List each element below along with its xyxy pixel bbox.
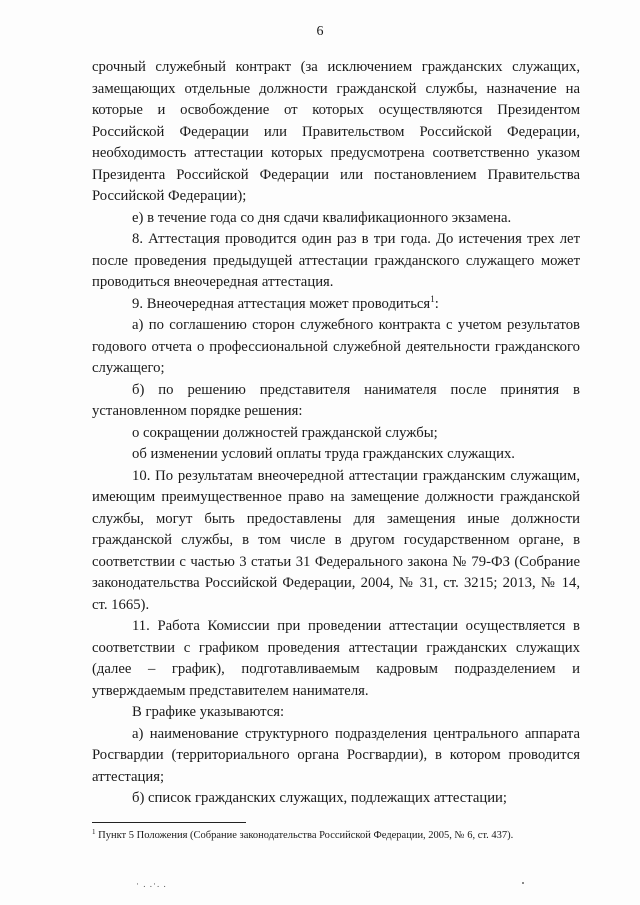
paragraph-9-item-a: а) по соглашению сторон служебного контракта с учетом результатов годового отчета о профессиональной служебной деятельности гражданского служащего;	[92, 317, 580, 376]
page-number: 6	[316, 24, 324, 39]
paragraph-11: 11. Работа Комиссии при проведении аттестации осуществляется в соответствии с графиком проведения аттестации гражданских служащих (далее – график), подготавливаемым кадровым подразделением и утверждаемым представителем нанимателя.	[92, 618, 580, 699]
paragraph-9	[92, 294, 580, 316]
footnote-number: 1	[92, 828, 96, 836]
paragraph-8: 8. Аттестация проводится один раз в три года. До истечения трех лет после проведения предыдущей аттестации гражданского служащего может проводиться внеочередная аттестация.	[92, 231, 580, 290]
paragraph-10: 10. По результатам внеочередной аттестации гражданским служащим, имеющим преимущественное право на замещение должности гражданской службы, могут быть предоставлены для замещения иные должности гражданской службы, в том числе в другом государственном органе, в соответствии с частью 3 статьи 31 Федерального закона № 79-ФЗ (Собрание законодательства Российской Федерации, 2004, № 31, ст. 3215; 2013, № 14, ст. 1665).	[92, 467, 580, 613]
paragraph-9-item-b: б) по решению представителя нанимателя после принятия в установленном порядке решения:	[92, 381, 580, 419]
paragraph-schedule-item-a: а) наименование структурного подразделения центрального аппарата Росгвардии (территориального органа Росгвардии), в котором проводится аттестация;	[92, 725, 580, 785]
paragraph-continuation: срочный служебный контракт (за исключением гражданских служащих, замещающих отдельные должности гражданской службы, назначение на которые и освобождение от которых осуществляются Президентом Российской Федерации или Правительством Российской Федерации, необходимость аттестации которых предусмотрена соответственно указом Президента Российской Федерации или постановлением Правительства Российской Федерации);	[92, 59, 580, 204]
document-body	[92, 57, 580, 810]
paragraph-9-text: 9. Внеочередная аттестация может проводиться	[132, 295, 431, 312]
paragraph-schedule-intro: В графике указываются:	[132, 704, 285, 720]
paragraph-9-item-b-2: об изменении условий оплаты труда гражданских служащих.	[132, 446, 515, 462]
footnote-reference: 1	[430, 293, 435, 304]
paragraph-schedule-item-b: б) список гражданских служащих, подлежащих аттестации;	[132, 790, 507, 806]
scan-artifact-mark: · . .·. .	[136, 879, 167, 889]
paragraph-9-item-b-1: о сокращении должностей гражданской службы;	[132, 424, 438, 441]
footnote-divider	[92, 822, 246, 823]
paragraph-item-e: е) в течение года со дня сдачи квалификационного экзамена.	[132, 209, 512, 226]
paragraph-9-colon: :	[434, 295, 439, 312]
scan-artifact-dot	[522, 882, 524, 884]
footnote-text: Пункт 5 Положения (Собрание законодательства Российской Федерации, 2005, № 6, ст. 437).	[95, 830, 514, 841]
footnote	[92, 829, 592, 842]
